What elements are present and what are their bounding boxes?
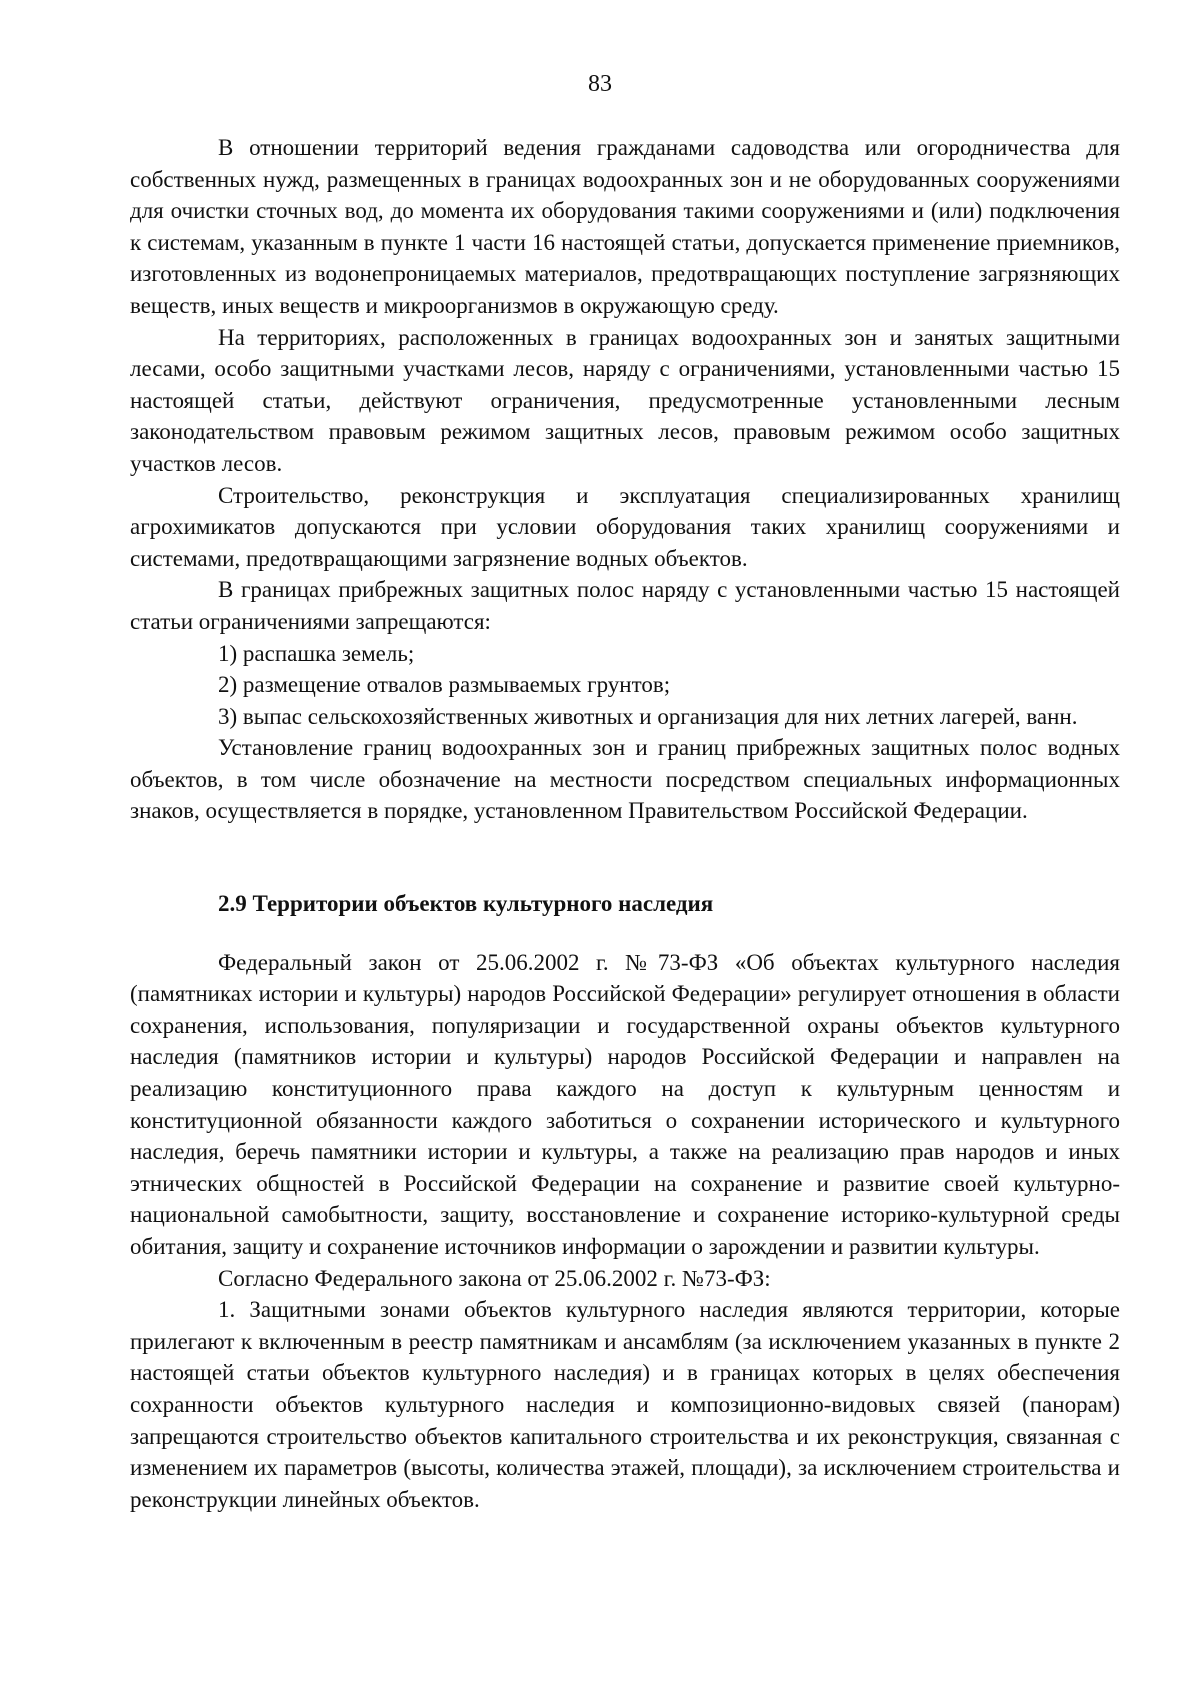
list-item: 2) размещение отвалов размываемых грунтов; (218, 672, 671, 698)
page-number: 83 (588, 71, 612, 97)
paragraph: В отношении территорий ведения гражданами садоводства или огородничества для собственных нужд, размещенных в границах водоохранных зон и не оборудованных сооружениями для очистки сточных вод, до момента их оборудования такими сооружениями и (или) подключения к системам, указанным в пункте 1 части 16 настоящей статьи, допускается применение приемников, изготовленных из водонепроницаемых материалов, предотвращающих поступление загрязняющих веществ, иных веществ и микроорганизмов в окружающую среду. (130, 135, 1120, 318)
paragraph: 1. Защитными зонами объектов культурного наследия являются территории, которые прилегают к включенным в реестр памятникам и ансамблям (за исключением указанных в пункте 2 настоящей статьи объектов культурного наследия) и в границах которых в целях обеспечения сохранности объектов культурного наследия и композиционно-видовых связей (панорам) запрещаются строительство объектов капитального строительства и их реконструкция, связанная с изменением их параметров (высоты, количества этажей, площади), за исключением строительства и реконструкции линейных объектов. (130, 1297, 1120, 1512)
paragraph: Согласно Федерального закона от 25.06.2002 г. №73-ФЗ: (218, 1265, 771, 1291)
page-body (130, 132, 1120, 1515)
paragraph: Строительство, реконструкция и эксплуатация специализированных хранилищ агрохимикатов допускаются при условии оборудования таких хранилищ сооружениями и системами, предотвращающими загрязнение водных объектов. (130, 482, 1120, 571)
list-item: 3) выпас сельскохозяйственных животных и организация для них летних лагерей, ванн. (218, 703, 1078, 729)
paragraph: В границах прибрежных защитных полос наряду с установленными частью 15 настоящей статьи ограничениями запрещаются: (130, 577, 1120, 634)
section-heading: 2.9 Территории объектов культурного наследия (218, 891, 714, 917)
paragraph: На территориях, расположенных в границах водоохранных зон и занятых защитными лесами, особо защитными участками лесов, наряду с ограничениями, установленными частью 15 настоящей статьи, действуют ограничения, предусмотренные установленными лесным законодательством правовым режимом защитных лесов, правовым режимом особо защитных участков лесов. (130, 324, 1120, 476)
paragraph: Установление границ водоохранных зон и границ прибрежных защитных полос водных объектов, в том числе обозначение на местности посредством специальных информационных знаков, осуществляется в порядке, установленном Правительством Российской Федерации. (130, 735, 1120, 824)
paragraph: Федеральный закон от 25.06.2002 г. №73-ФЗ «Об объектах культурного наследия (памятниках истории и культуры) народов Российской Федерации» регулирует отношения в области сохранения, использования, популяризации и государственной охраны объектов культурного наследия (памятников истории и культуры) народов Российской Федерации и направлен на реализацию конституционного права каждого на доступ к культурным ценностям и конституционной обязанности каждого заботиться о сохранении исторического и культурного наследия, беречь памятники истории и культуры, а также на реализацию прав народов и иных этнических общностей в Российской Федерации на сохранение и развитие своей культурно-национальной самобытности, защиту, восстановление и сохранение историко-культурной среды обитания, защиту и сохранение источников информации о зарождении и развитии культуры. (130, 949, 1120, 1259)
list-item: 1) распашка земель; (218, 640, 415, 666)
